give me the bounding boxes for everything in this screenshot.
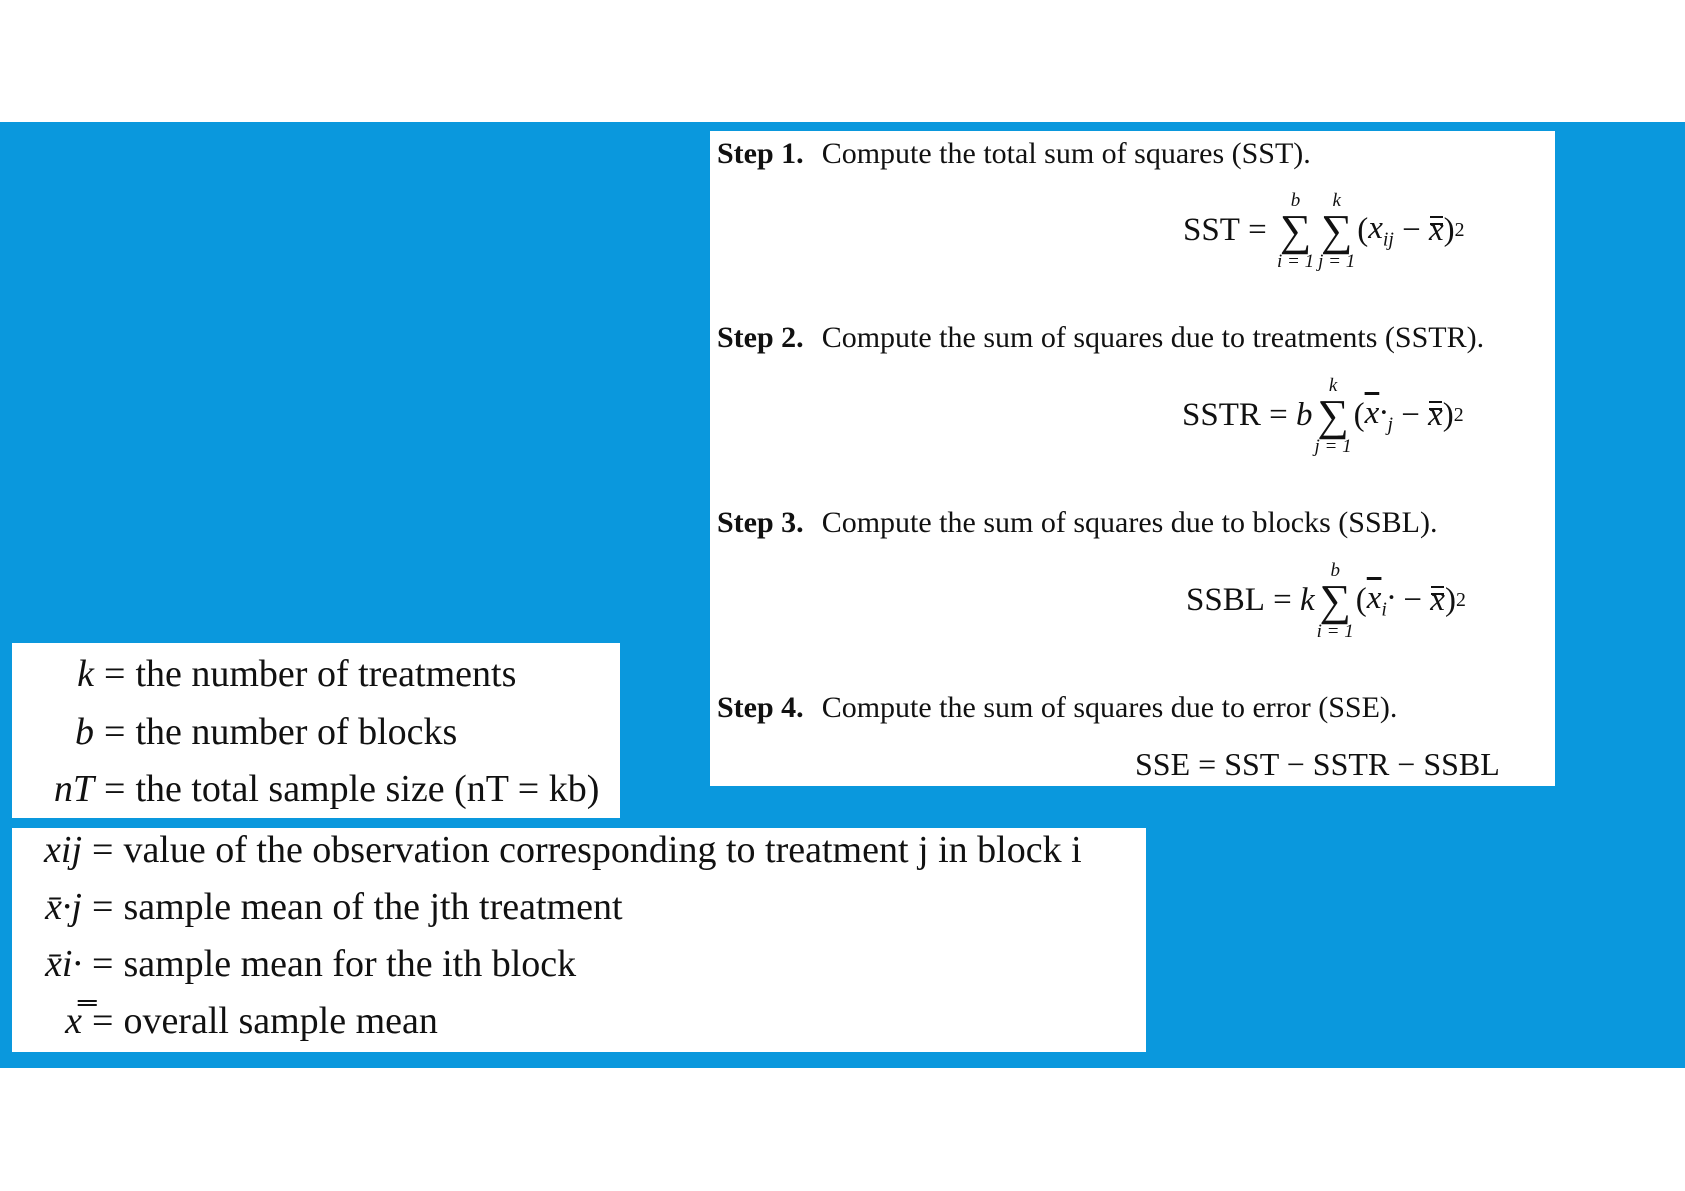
variables-card [12, 828, 1146, 1052]
summation-j: k ∑ j = 1 [1318, 190, 1356, 272]
sstr-formula: SSTR = b k ∑ j = 1 ( $\overline{x}\cdot_j$ − x ) 2 [1182, 375, 1464, 457]
definition-k: k = the number of treatments [12, 655, 516, 693]
step-1: Step 1. Compute the total sum of squares (SST). [717, 137, 1311, 170]
step-2: Step 2. Compute the sum of squares due to treatments (SSTR). [717, 321, 1485, 354]
summation-i: b ∑ i = 1 [1316, 560, 1354, 642]
step-3: Step 3. Compute the sum of squares due to blocks (SSBL). [717, 506, 1438, 539]
definitions-card [12, 643, 620, 818]
ssbl-formula: SSBL = k b ∑ i = 1 ( $\overline{x}_i\cdot$ − x ) 2 [1186, 560, 1466, 642]
variable-treatment-mean: x̄·j = sample mean of the jth treatment [12, 888, 623, 926]
symbol-treatment-mean: x̄·j [45, 886, 82, 928]
symbol-overall-mean: x̿ [65, 1000, 82, 1042]
symbol-xij: xij [44, 829, 82, 871]
steps-card [710, 131, 1555, 786]
sst-formula: SST = b ∑ i = 1 k ∑ j = 1 ( $x_{ij}$ − x ) 2 [1183, 190, 1465, 272]
definition-nt: nT = the total sample size (nT = kb) [12, 770, 599, 808]
symbol-block-mean: x̄i· [45, 943, 82, 985]
variable-overall-mean: x̿ = overall sample mean [12, 1002, 438, 1040]
summation-i: b ∑ i = 1 [1277, 190, 1315, 272]
symbol-nt: nT [53, 768, 94, 810]
variable-block-mean: x̄i· = sample mean for the ith block [12, 945, 576, 983]
variable-xij: xij = value of the observation corresponding to treatment j in block i [12, 831, 1082, 869]
sse-formula: SSE = SST − SSTR − SSBL [1135, 746, 1500, 782]
step-4: Step 4. Compute the sum of squares due to error (SSE). [717, 691, 1398, 724]
symbol-b: b [75, 711, 94, 753]
symbol-k: k [77, 653, 94, 695]
definition-b: b = the number of blocks [12, 713, 457, 751]
summation-j: k ∑ j = 1 [1314, 375, 1352, 457]
